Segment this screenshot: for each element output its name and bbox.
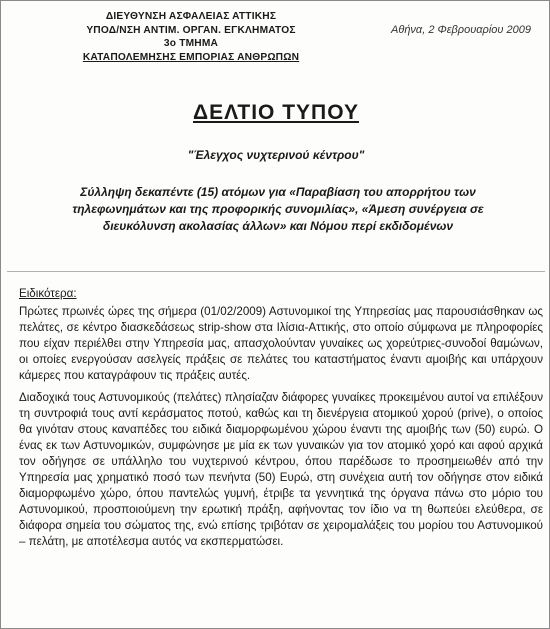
- header-line-subdirectorate: ΥΠΟΔ/ΝΣΗ ΑΝΤΙΜ. ΟΡΓΑΝ. ΕΓΚΛΗΜΑΤΟΣ: [86, 24, 296, 36]
- issue-date: Αθήνα, 2 Φεβρουαρίου 2009: [391, 24, 531, 36]
- document-title: [1, 101, 550, 125]
- issuing-authority-header: [61, 10, 321, 64]
- document-summary: Σύλληψη δεκαπέντε (15) ατόμων για «Παραβίαση του απορρήτου των τηλεφωνημάτων και της προφορικής συνομιλίας», «Άμεση συνέργεια σε διευκόλυνση ακολασίας άλλων» και Νόμου περί εκδιδομένων: [72, 185, 484, 233]
- header-line-directorate: ΔΙΕΥΘΥΝΣΗ ΑΣΦΑΛΕΙΑΣ ΑΤΤΙΚΗΣ: [105, 11, 277, 22]
- body-paragraph: Πρώτες πρωινές ώρες της σήμερα (01/02/2009) Αστυνομικοί της Υπηρεσίας μας παρουσιάσθηκαν ως πελάτες, σε κέντρο διασκεδάσεως strip-show στα Ιλίσια-Αττικής, στο οποίο σύμφωνα με πληροφορίες που είχαν περιέλθει στην Υπηρεσία μας, απασχολούνταν γυναίκες ως χορεύτριες-συνοδοί θαμώνων, οι οποίες ενεργούσαν ασελγείς πράξεις σε πελάτες του καταστήματος έναντι αμοιβής και υπάρχουν κάμερες που καταγράφουν τις πράξεις αυτές.: [19, 305, 543, 382]
- section-divider: [7, 271, 545, 272]
- document-subtitle: "Έλεγχος νυχτερινού κέντρου": [187, 148, 365, 162]
- header-line-department: 3ο ΤΜΗΜΑ: [163, 38, 219, 50]
- section-label: Ειδικότερα:: [19, 287, 77, 300]
- body-paragraph: Διαδοχικά τους Αστυνομικούς (πελάτες) πλησίαζαν διάφορες γυναίκες προκειμένου αυτοί να επιλέξουν τη συντροφιά τους αντί κεράσματος ποτού, καθώς και τη διενέργεια ατομικού χορού (prive), ο οποίος θα γινόταν στους καναπέδες του ειδικά διαμορφωμένου χώρου έναντι της αμοιβής των (50) ευρώ. Ο ένας εκ των Αστυνομικών, συμφώνησε με μία εκ των γυναικών για τον ατομικό χορό και αφού αρχικά τον οδήγησε σε υπάλληλο του νυχτερινού κέντρου, όπου παρέδωσε το προσημειωθέν από την Υπηρεσία μας χρηματικό ποσό των πενήντα (50) Ευρώ, στη συνέχεια αυτή τον οδήγησε στον ειδικά διαμορφωμένο χώρο, όπου παντελώς γυμνή, έτριβε τα γεννητικά της όργανα πάνω στο μόριο του Αστυνομικού, προσποιούμενη την ερωτική πράξη, αφήνοντας τον ίδιο να τη θωπεύει ελεύθερα, σε διάφορα σημεία του σώματος της, ενώ επίσης τριβόταν σε χειρομαλάξεις του μορίου του Αστυνομικού – πελάτη, με αποτέλεσμα αυτός να εκσπερματώσει.: [19, 391, 543, 548]
- document-title-text: ΔΕΛΤΙΟ ΤΥΠΟΥ: [193, 101, 359, 124]
- header-line-unit: ΚΑΤΑΠΟΛΕΜΗΣΗΣ ΕΜΠΟΡΙΑΣ ΑΝΘΡΩΠΩΝ: [82, 51, 300, 63]
